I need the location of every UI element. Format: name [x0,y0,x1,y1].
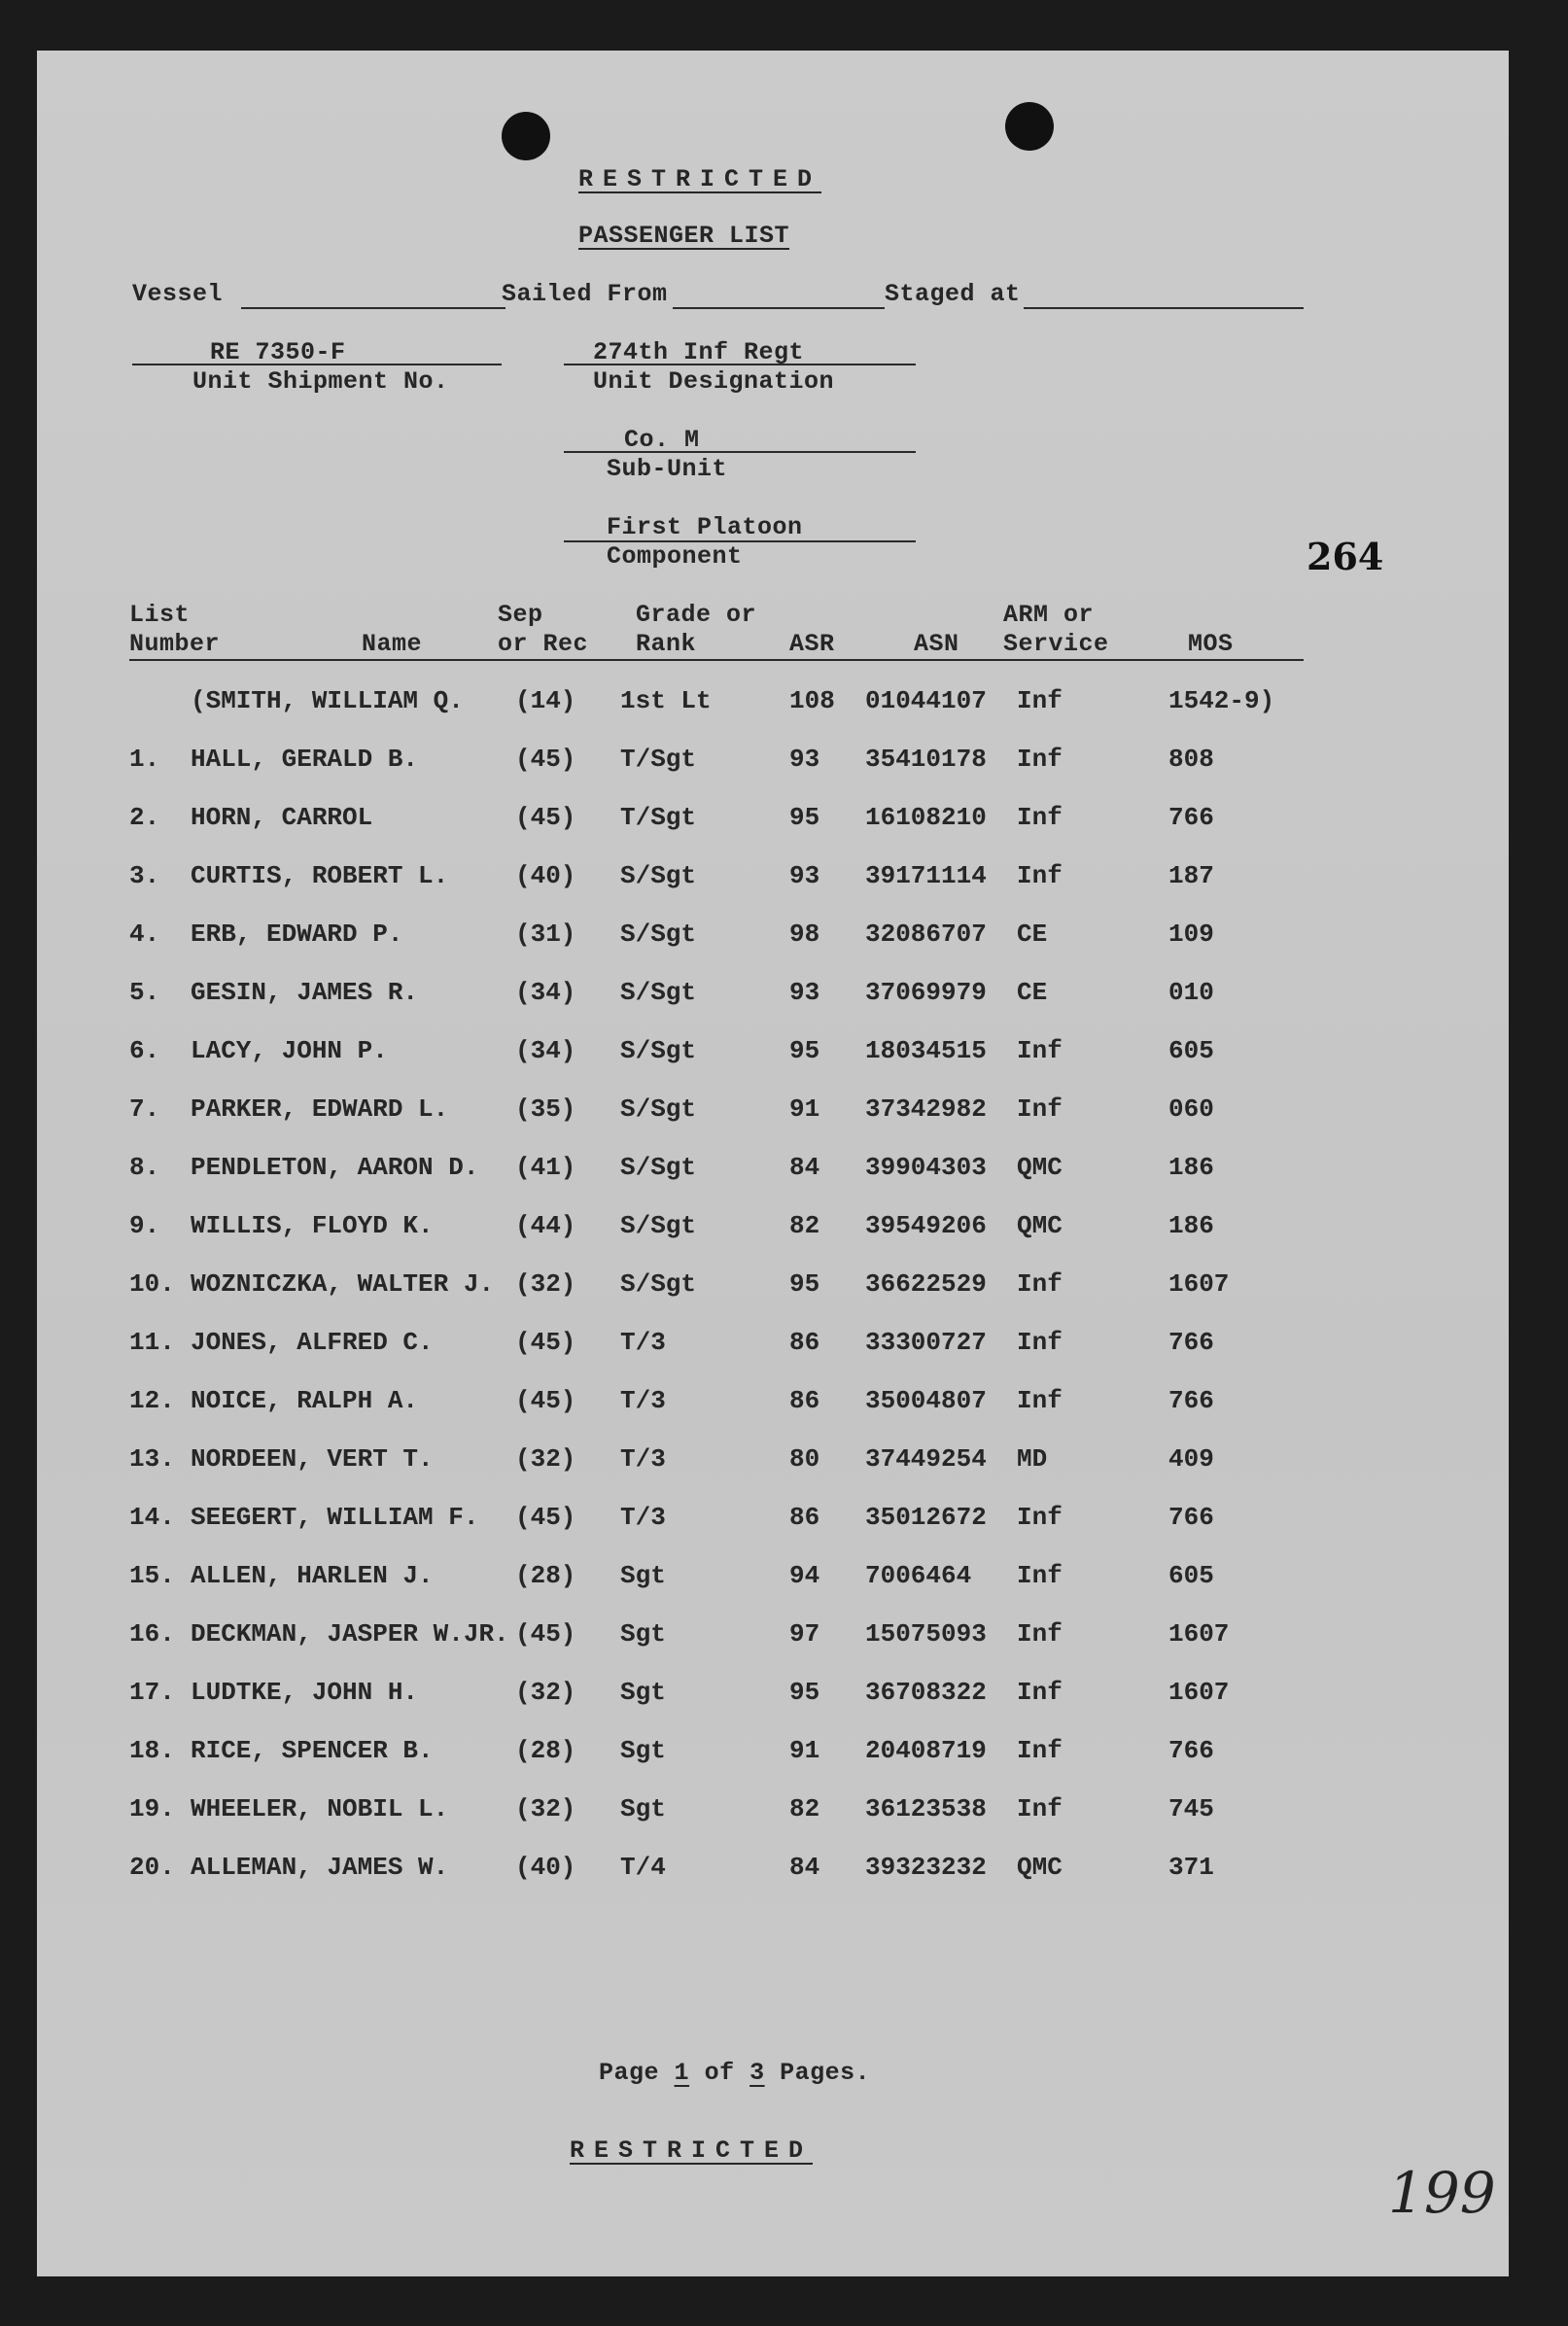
cell-sep-rec: (45) [515,1619,576,1649]
cell-mos: 109 [1168,920,1214,949]
classification-header: RESTRICTED [578,165,822,193]
cell-arm: Inf [1017,1561,1063,1590]
cell-sep-rec: (32) [515,1794,576,1823]
header-underline [129,659,1304,661]
cell-arm: Inf [1017,745,1063,774]
cell-grade: Sgt [620,1561,666,1590]
cell-mos: 186 [1168,1153,1214,1182]
cell-sep-rec: (40) [515,861,576,890]
cell-grade: 1st Lt [620,686,712,715]
cell-number: 12. [129,1386,175,1415]
cell-asn: 36622529 [865,1269,987,1299]
document-title: PASSENGER LIST [578,222,790,250]
cell-name: LACY, JOHN P. [191,1036,388,1065]
component-label: Component [607,542,743,571]
cell-mos: 1542-9) [1168,686,1275,715]
cell-arm: Inf [1017,1328,1063,1357]
unit-designation-value: 274th Inf Regt [593,338,805,366]
cell-asr: 94 [789,1561,820,1590]
cell-arm: CE [1017,978,1048,1007]
punch-hole-left [502,112,550,160]
cell-grade: S/Sgt [620,861,697,890]
cell-name: RICE, SPENCER B. [191,1736,434,1765]
cell-mos: 1607 [1168,1269,1230,1299]
cell-asr: 95 [789,803,820,832]
cell-name: PARKER, EDWARD L. [191,1094,449,1124]
cell-sep-rec: (28) [515,1561,576,1590]
cell-asr: 86 [789,1503,820,1532]
cell-sep-rec: (45) [515,1503,576,1532]
component-value: First Platoon [607,513,803,541]
cell-asn: 35012672 [865,1503,987,1532]
cell-name: ALLEN, HARLEN J. [191,1561,434,1590]
cell-asn: 37449254 [865,1444,987,1474]
cell-grade: T/3 [620,1503,666,1532]
cell-arm: Inf [1017,1269,1063,1299]
cell-mos: 409 [1168,1444,1214,1474]
cell-asn: 36708322 [865,1678,987,1707]
cell-asn: 20408719 [865,1736,987,1765]
cell-grade: T/3 [620,1328,666,1357]
cell-name: JONES, ALFRED C. [191,1328,434,1357]
cell-arm: QMC [1017,1153,1063,1182]
cell-grade: S/Sgt [620,920,697,949]
cell-number: 18. [129,1736,175,1765]
header-asr: ASR [789,630,835,658]
staged-at-label: Staged at [885,280,1021,308]
cell-asr: 108 [789,686,835,715]
cell-asn: 36123538 [865,1794,987,1823]
cell-asn: 01044107 [865,686,987,715]
cell-asn: 16108210 [865,803,987,832]
cell-asn: 39323232 [865,1853,987,1882]
cell-mos: 766 [1168,1736,1214,1765]
header-list-number-2: Number [129,630,221,658]
cell-grade: T/Sgt [620,803,697,832]
cell-mos: 766 [1168,1328,1214,1357]
page-total: 3 [749,2059,765,2087]
cell-asr: 86 [789,1328,820,1357]
cell-asr: 95 [789,1036,820,1065]
unit-designation-label: Unit Designation [593,367,835,396]
cell-arm: Inf [1017,803,1063,832]
cell-asn: 18034515 [865,1036,987,1065]
cell-asr: 91 [789,1094,820,1124]
header-list-number-1: List [129,601,191,629]
vessel-blank-line [241,307,505,309]
sailed-from-blank-line [673,307,885,309]
cell-sep-rec: (31) [515,920,576,949]
handwritten-number: 199 [1388,2160,1496,2226]
cell-asr: 84 [789,1153,820,1182]
cell-asn: 33300727 [865,1328,987,1357]
cell-asr: 82 [789,1794,820,1823]
cell-number: 13. [129,1444,175,1474]
unit-shipment-no-line [132,364,502,365]
cell-asn: 39904303 [865,1153,987,1182]
cell-asn: 32086707 [865,920,987,949]
cell-grade: T/Sgt [620,745,697,774]
cell-number: 17. [129,1678,175,1707]
sub-unit-line [564,451,916,453]
stamp-number: 264 [1307,535,1384,578]
cell-name: ALLEMAN, JAMES W. [191,1853,449,1882]
cell-asr: 95 [789,1678,820,1707]
cell-number: 20. [129,1853,175,1882]
unit-shipment-no-value: RE 7350-F [210,338,346,366]
cell-name: LUDTKE, JOHN H. [191,1678,419,1707]
cell-name: WOZNICZKA, WALTER J. [191,1269,495,1299]
cell-asr: 95 [789,1269,820,1299]
cell-sep-rec: (40) [515,1853,576,1882]
cell-mos: 010 [1168,978,1214,1007]
cell-grade: S/Sgt [620,1094,697,1124]
document-page [37,51,1509,2276]
page-of: of [704,2059,735,2087]
cell-asn: 15075093 [865,1619,987,1649]
cell-mos: 766 [1168,1386,1214,1415]
cell-arm: CE [1017,920,1048,949]
cell-sep-rec: (34) [515,1036,576,1065]
cell-number: 15. [129,1561,175,1590]
cell-name: SEEGERT, WILLIAM F. [191,1503,479,1532]
cell-mos: 371 [1168,1853,1214,1882]
cell-arm: Inf [1017,686,1063,715]
sub-unit-label: Sub-Unit [607,455,728,483]
staged-at-blank-line [1024,307,1304,309]
page-current: 1 [674,2059,690,2087]
cell-grade: T/4 [620,1853,666,1882]
cell-mos: 808 [1168,745,1214,774]
cell-sep-rec: (34) [515,978,576,1007]
cell-arm: Inf [1017,1619,1063,1649]
cell-sep-rec: (45) [515,745,576,774]
cell-name: CURTIS, ROBERT L. [191,861,449,890]
cell-grade: T/3 [620,1444,666,1474]
cell-name: WHEELER, NOBIL L. [191,1794,449,1823]
header-mos: MOS [1188,630,1234,658]
cell-asn: 35410178 [865,745,987,774]
cell-grade: Sgt [620,1736,666,1765]
cell-mos: 186 [1168,1211,1214,1240]
cell-arm: Inf [1017,1036,1063,1065]
cell-name: NORDEEN, VERT T. [191,1444,434,1474]
cell-grade: S/Sgt [620,978,697,1007]
cell-grade: Sgt [620,1678,666,1707]
cell-arm: Inf [1017,861,1063,890]
cell-name: PENDLETON, AARON D. [191,1153,479,1182]
cell-number: 5. [129,978,160,1007]
cell-asr: 93 [789,861,820,890]
cell-number: 10. [129,1269,175,1299]
cell-asr: 84 [789,1853,820,1882]
cell-grade: S/Sgt [620,1269,697,1299]
cell-sep-rec: (28) [515,1736,576,1765]
cell-asn: 35004807 [865,1386,987,1415]
cell-asr: 93 [789,745,820,774]
cell-sep-rec: (35) [515,1094,576,1124]
cell-name: (SMITH, WILLIAM Q. [191,686,464,715]
cell-arm: Inf [1017,1736,1063,1765]
cell-asr: 98 [789,920,820,949]
cell-sep-rec: (45) [515,1386,576,1415]
cell-name: NOICE, RALPH A. [191,1386,419,1415]
cell-sep-rec: (32) [515,1269,576,1299]
cell-number: 4. [129,920,160,949]
cell-number: 9. [129,1211,160,1240]
cell-grade: S/Sgt [620,1036,697,1065]
cell-name: HALL, GERALD B. [191,745,419,774]
cell-asr: 82 [789,1211,820,1240]
cell-name: ERB, EDWARD P. [191,920,403,949]
cell-number: 3. [129,861,160,890]
cell-mos: 605 [1168,1036,1214,1065]
cell-sep-rec: (14) [515,686,576,715]
header-grade-2: Rank [636,630,697,658]
cell-mos: 745 [1168,1794,1214,1823]
cell-number: 16. [129,1619,175,1649]
cell-mos: 1607 [1168,1678,1230,1707]
cell-asn: 37069979 [865,978,987,1007]
cell-number: 14. [129,1503,175,1532]
cell-mos: 766 [1168,1503,1214,1532]
cell-number: 19. [129,1794,175,1823]
cell-arm: QMC [1017,1211,1063,1240]
cell-arm: Inf [1017,1386,1063,1415]
cell-sep-rec: (44) [515,1211,576,1240]
cell-arm: MD [1017,1444,1048,1474]
cell-asr: 97 [789,1619,820,1649]
cell-name: WILLIS, FLOYD K. [191,1211,434,1240]
cell-grade: Sgt [620,1794,666,1823]
header-asn: ASN [914,630,959,658]
page-suffix: Pages. [780,2059,871,2087]
cell-asn: 37342982 [865,1094,987,1124]
cell-mos: 605 [1168,1561,1214,1590]
header-arm-2: Service [1003,630,1109,658]
cell-arm: Inf [1017,1503,1063,1532]
cell-number: 2. [129,803,160,832]
page-prefix: Page [599,2059,660,2087]
cell-sep-rec: (45) [515,803,576,832]
header-arm-1: ARM or [1003,601,1095,629]
header-sep-1: Sep [498,601,543,629]
unit-designation-line [564,364,916,365]
cell-grade: T/3 [620,1386,666,1415]
cell-asr: 93 [789,978,820,1007]
cell-mos: 1607 [1168,1619,1230,1649]
sub-unit-value: Co. M [624,426,700,454]
cell-grade: S/Sgt [620,1211,697,1240]
page-indicator [599,2059,870,2087]
cell-number: 7. [129,1094,160,1124]
cell-sep-rec: (32) [515,1444,576,1474]
cell-name: HORN, CARROL [191,803,373,832]
classification-footer: RESTRICTED [570,2136,814,2165]
cell-arm: Inf [1017,1794,1063,1823]
cell-asr: 86 [789,1386,820,1415]
cell-name: GESIN, JAMES R. [191,978,419,1007]
cell-arm: QMC [1017,1853,1063,1882]
header-name: Name [362,630,423,658]
cell-asn: 7006464 [865,1561,972,1590]
cell-asr: 80 [789,1444,820,1474]
unit-shipment-no-label: Unit Shipment No. [192,367,449,396]
cell-mos: 766 [1168,803,1214,832]
cell-number: 8. [129,1153,160,1182]
cell-mos: 187 [1168,861,1214,890]
cell-grade: S/Sgt [620,1153,697,1182]
cell-grade: Sgt [620,1619,666,1649]
cell-arm: Inf [1017,1094,1063,1124]
header-grade-1: Grade or [636,601,757,629]
cell-number: 1. [129,745,160,774]
cell-sep-rec: (32) [515,1678,576,1707]
cell-arm: Inf [1017,1678,1063,1707]
cell-sep-rec: (45) [515,1328,576,1357]
cell-number: 11. [129,1328,175,1357]
cell-mos: 060 [1168,1094,1214,1124]
cell-name: DECKMAN, JASPER W.JR. [191,1619,509,1649]
cell-asr: 91 [789,1736,820,1765]
cell-number: 6. [129,1036,160,1065]
header-sep-2: or Rec [498,630,589,658]
sailed-from-label: Sailed From [502,280,668,308]
cell-asn: 39549206 [865,1211,987,1240]
cell-asn: 39171114 [865,861,987,890]
cell-sep-rec: (41) [515,1153,576,1182]
punch-hole-right [1005,102,1054,151]
vessel-label: Vessel [132,280,224,308]
